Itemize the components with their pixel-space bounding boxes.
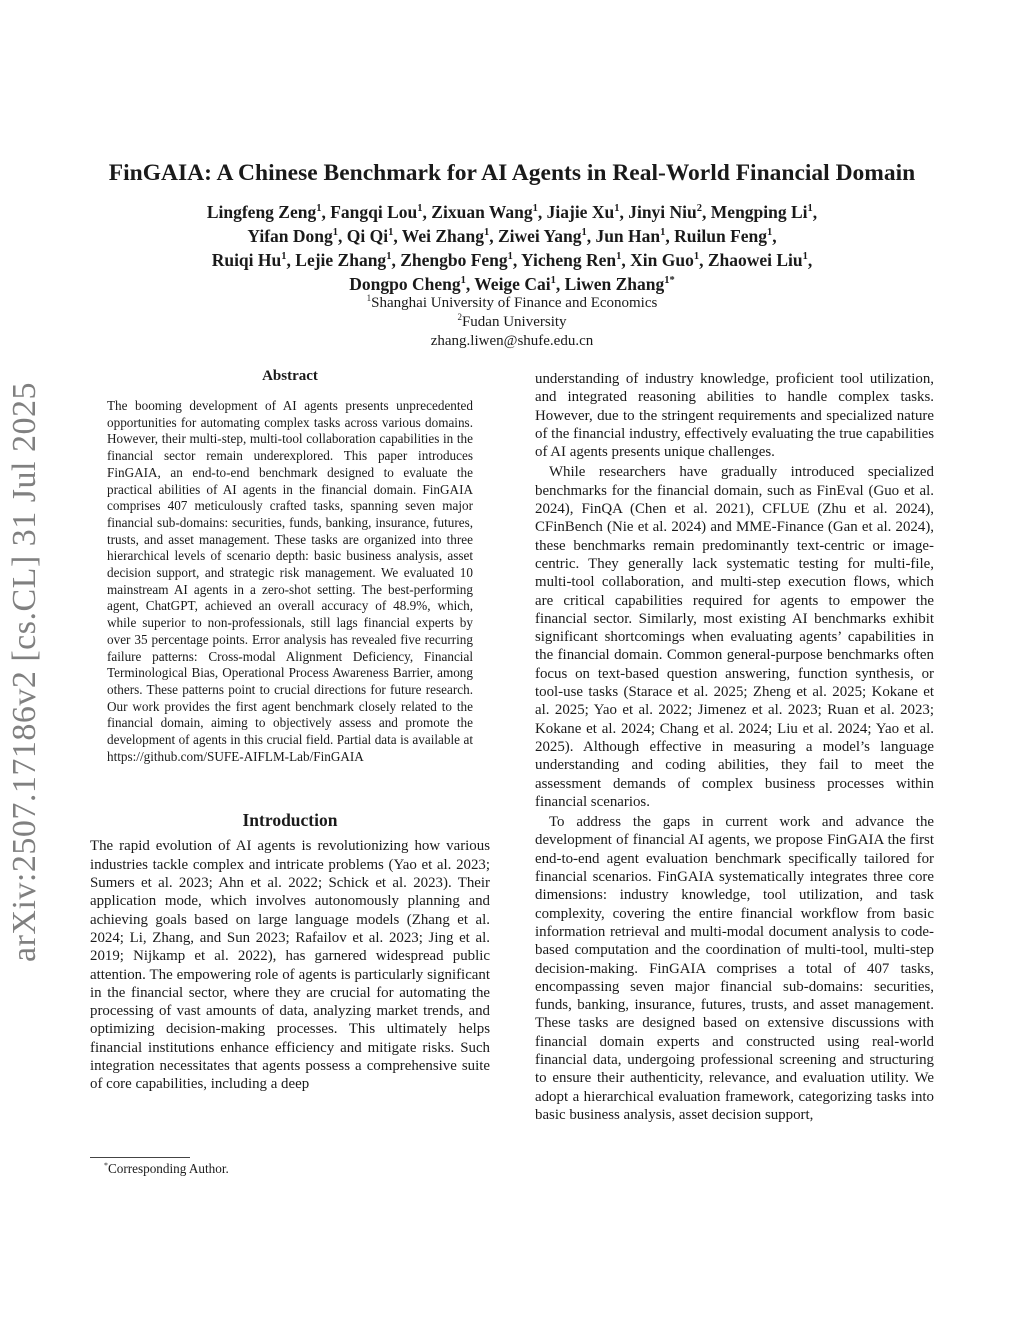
author-affiliation-mark: 1 (507, 251, 513, 263)
author-affiliation-mark: 1 (332, 227, 339, 239)
author-affiliation-mark: 1 (386, 251, 392, 263)
author-entry (711, 202, 813, 222)
intro-paragraph-3: To address the gaps in current work and advance the development of financial AI agents, we propose FinGAIA the first end-to-end agent evaluation benchmark specifically tailored for financial scenarios. FinGAIA systematically integrates three core dimensions: industry knowledge, tool utilization, and task complexity, covering the entire financial workflow from basic information retrieval and multi-modal document analysis to code-based computation and the coordination of multi-tool, multi-step decision-making. FinGAIA comprises a total of 407 tasks, encompassing seven major financial sub-domains: securities, funds, banking, insurance, futures, trusts, and asset management. These tasks are designed based on extensive discussions with financial domain experts and constructed using real-world financial data, undergoing professional screening and structuring to ensure their authenticity, relevance, and evaluation utility. We adopt a hierarchical evaluation framework, categorizing tasks into basic business analysis, asset decision support, (535, 814, 934, 1123)
author-entry (330, 202, 422, 222)
footnote-mark: * (104, 1160, 108, 1170)
author-entry (402, 226, 489, 246)
author-affiliation-mark: 1 (807, 203, 813, 215)
author-entry (630, 250, 699, 270)
author-affiliation-mark: 1 (532, 203, 538, 215)
affiliation-1-name: Shanghai University of Finance and Economics (371, 295, 658, 311)
author-name: Dongpo Cheng (349, 274, 461, 294)
author-affiliation-mark: 1 (581, 227, 587, 239)
left-column (90, 366, 490, 1094)
author-entry (349, 274, 466, 294)
author-entry (212, 250, 287, 270)
author-affiliation-mark: 2 (696, 203, 703, 215)
author-entry (207, 202, 322, 222)
author-name: Wei Zhang (401, 226, 484, 246)
author-name: Jinyi Niu (628, 202, 697, 222)
author-affiliation-mark: 1 (460, 275, 466, 287)
author-affiliation-mark: 1 (660, 227, 666, 239)
author-entry (521, 250, 621, 270)
author-name: Zhaowei Liu (707, 250, 803, 270)
author-name: Mengping Li (710, 202, 808, 222)
contact-email: zhang.liwen@shufe.edu.cn (430, 333, 594, 349)
author-name: Lingfeng Zeng (206, 202, 317, 222)
author-name: Fangqi Lou (330, 202, 418, 222)
footnote (104, 1161, 229, 1177)
author-name: Weige Cai (474, 274, 551, 294)
author-entry (498, 226, 587, 246)
author-affiliation-mark: 1 (693, 251, 700, 263)
affiliations-block (0, 294, 1024, 351)
author-name: Ruiqi Hu (211, 250, 282, 270)
affiliation-1-mark: 1 (366, 293, 372, 304)
author-affiliation-mark: 1 (483, 227, 490, 239)
author-entry (565, 274, 675, 294)
paper-title: FinGAIA: A Chinese Benchmark for AI Agents in Real-World Financial Domain (108, 160, 916, 186)
affiliation-2 (0, 313, 1024, 332)
author-name: Ruilun Feng (674, 226, 768, 246)
author-entry (547, 202, 620, 222)
footnote-text: Corresponding Author. (107, 1161, 229, 1176)
intro-paragraph-2: While researchers have gradually introduced specialized benchmarks for the financial domain, such as FinEval (Guo et al. 2024), FinQA (Chen et al. 2021), CFLUE (Zhu et al. 2024), CFinBench (Nie et al. 2024) and MME-Finance (Gan et al. 2024), these benchmarks remain predominantly text-centric or image-centric. They generally lack systematic testing for multi-file, multi-tool collaboration, and multi-step execution flows, which are critical capabilities required for agents to empower the financial sector. Similarly, most existing AI benchmarks exhibit significant shortcomings when evaluating agents’ capabilities in the financial domain. Common general-purpose benchmarks often focus on text-based question answering, function synthesis, or tool-use tasks (Starace et al. 2025; Zheng et al. 2025; Kokane et al. 2025; Yao et al. 2022; Jimenez et al. 2023; Ruan et al. 2023; Kokane et al. 2024; Chang et al. 2024; Liu et al. 2024; Yao et al. 2025). Although effective in measuring a model’s language understanding and coding abilities, they fail to meet the assessment demands of complex business processes within financial scenarios. (535, 464, 934, 810)
footnote-divider (90, 1157, 190, 1158)
abstract-heading: Abstract (262, 368, 318, 384)
author-entry (474, 274, 556, 294)
author-affiliation-mark: 1* (664, 275, 675, 287)
author-entry (595, 226, 665, 246)
affiliation-2-mark: 2 (457, 312, 462, 323)
affiliation-1 (0, 294, 1024, 313)
author-affiliation-mark: 1 (614, 203, 620, 215)
author-affiliation-mark: 1 (550, 275, 556, 287)
author-entry (708, 250, 808, 270)
author-name: Jun Han (595, 226, 661, 246)
author-name: Qi Qi (346, 226, 389, 246)
author-name: Lejie Zhang (295, 250, 387, 270)
author-affiliation-mark: 1 (281, 251, 287, 263)
intro-paragraph-1-continued: understanding of industry knowledge, proficient tool utilization, and integrated reasoning abilities to handle complex tasks. However, due to the stringent requirements and specialized nature of the financial industry, effectively evaluating the true capabilities of AI agents presents unique challenges. (535, 371, 934, 461)
author-affiliation-mark: 1 (388, 227, 394, 239)
author-entry (674, 226, 772, 246)
author-entry (347, 226, 394, 246)
affiliation-2-name: Fudan University (461, 314, 567, 330)
author-affiliation-mark: 1 (616, 251, 622, 263)
abstract-text: The booming development of AI agents presents unprecedented opportunities for automating complex tasks across various domains. However, their multi-step, multi-tool collaboration capabilities in the financial sector remain underexplored. This paper introduces FinGAIA, an end-to-end benchmark designed to evaluate the practical abilities of AI agents in the financial domain. FinGAIA comprises 407 meticulously crafted tasks, spanning seven major financial sub-domains: securities, funds, banking, insurance, futures, trusts, and asset management. These tasks are organized into three hierarchical levels of scenario depth: basic business analysis, asset decision support, and strategic risk management. We evaluated 10 mainstream AI agents in a zero-shot setting. The best-performing agent, ChatGPT, achieved an overall accuracy of 48.9%, which, while superior to non-professionals, still lags financial experts by over 35 percentage points. Error analysis has revealed five recurring failure patterns: Cross-modal Alignment Deficiency, Financial Terminological Bias, Operational Process Awareness Barrier, among others. These patterns point to crucial directions for future research. Our work provides the first agent benchmark closely related to the financial domain, aiming to objectively assess and promote the development of agents in this crucial field. Partial data is available at https://github.com/SUFE-AIFLM-Lab/FinGAIA (107, 398, 473, 764)
author-name: Liwen Zhang (564, 274, 665, 294)
author-name: Zixuan Wang (431, 202, 533, 222)
author-affiliation-mark: 1 (316, 203, 322, 215)
author-name: Jiajie Xu (546, 202, 615, 222)
author-name: Xin Guo (630, 250, 694, 270)
author-name: Yifan Dong (247, 226, 333, 246)
intro-paragraph-1: The rapid evolution of AI agents is revolutionizing how various industries tackle complex and intricate problems (Yao et al. 2023; Sumers et al. 2023; Ahn et al. 2022; Schick et al. 2023). Their application mode, which involves autonomously planning and achieving goals based on large language models (Zhang et al. 2024; Li, Zhang, and Sun 2023; Rafailov et al. 2023; Jing et al. 2019; Nijkamp et al. 2022), has garnered widespread public attention. The empowering role of agents is particularly significant in the financial sector, where they are crucial for automating the processing of vast amounts of data, analyzing market trends, and optimizing decision-making processes. This ultimately helps financial institutions enhance efficiency and mitigate risks. Such integration necessitates that agents possess a comprehensive suite of core capabilities, including a deep (90, 838, 490, 1093)
right-column (535, 370, 934, 1124)
author-affiliation-mark: 1 (802, 251, 808, 263)
author-entry (247, 226, 338, 246)
author-name: Ziwei Yang (497, 226, 582, 246)
author-name: Yicheng Ren (521, 250, 617, 270)
introduction-heading: Introduction (242, 810, 338, 831)
author-name: Zhengbo Feng (400, 250, 508, 270)
arxiv-identifier-stamp: arXiv:2507.17186v2 [cs.CL] 31 Jul 2025 (6, 382, 43, 962)
author-entry (400, 250, 513, 270)
author-list: Lingfeng Zeng$^1$, Fangqi Lou$^1$, Zixuan Wang$^1$, Jiajie Xu$^1$, Jinyi Niu$^2$, Mengping Li$^1$, Yifan Dong$^1$, Qi Qi$^1$, Wei Zhang$^1$, Ziwei Yang$^1$, Jun Han$^1$, Ruilun Feng$^1$, Ruiqi Hu$^1$, Lejie Zhang$^1$, Zhengbo Feng$^1$, Yicheng Ren$^1$, Xin Guo$^1$, Zhaowei Liu$^1$, Dongpo Cheng$^1$, Weige Cai$^1$, Liwen Zhang$^{1*}$ (206, 202, 818, 294)
author-affiliation-mark: 1 (767, 227, 773, 239)
author-entry (628, 202, 702, 222)
author-entry (431, 202, 538, 222)
author-entry (295, 250, 391, 270)
author-affiliation-mark: 1 (417, 203, 423, 215)
